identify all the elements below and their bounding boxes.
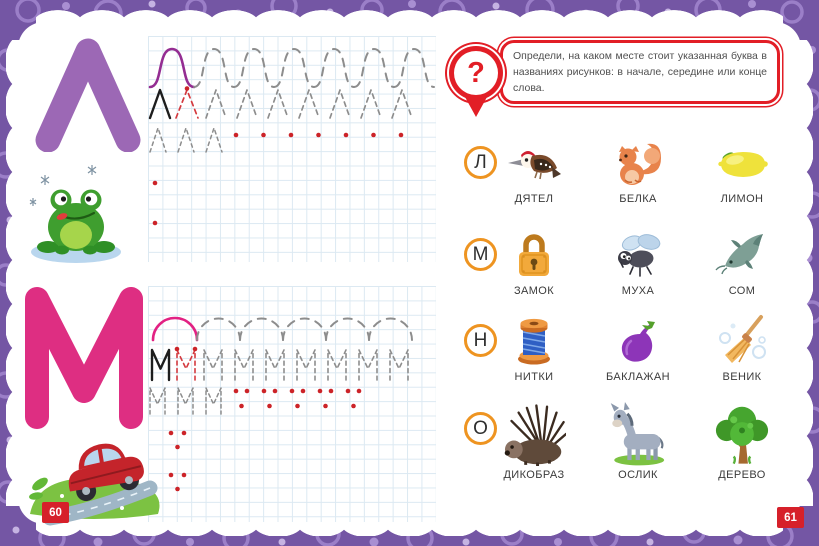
catfish-icon [715,228,769,282]
row-letter-badge [464,146,497,179]
picture-label: ЗАМОК [513,285,555,297]
picture [712,134,772,190]
picture-label: ДЕРЕВО [718,469,766,481]
picture-row-М [448,226,794,310]
picture-item-squirrel [586,134,690,205]
picture [712,312,772,368]
row-letter-badge [464,412,497,445]
woodpecker-icon [507,136,561,190]
tracing-letters-m [148,286,436,522]
tree-icon [710,402,774,466]
picture-item-donkey [586,400,690,481]
frog-image [26,164,126,268]
page-number-right: 61 [777,507,804,528]
picture [504,134,564,190]
book-spread [18,22,801,524]
picture-row-О [448,400,794,484]
picture [608,226,668,282]
picture-item-padlock [482,226,586,297]
picture-label: БАКЛАЖАН [606,371,670,383]
row-letter-badge [464,324,497,357]
question-mark-glyph: ? [454,51,498,95]
row-letter: Н [473,329,488,351]
picture-label: ДЯТЕЛ [514,193,554,205]
lemon-icon [715,136,769,190]
squirrel-icon [611,136,665,190]
picture-item-woodpecker [482,134,586,205]
picture-label: СОМ [728,285,756,297]
picture-label: ЛИМОН [720,193,764,205]
picture-label: МУХА [621,285,655,297]
row-items [482,312,794,383]
row-letter-badge [464,238,497,271]
broom-icon [715,314,769,368]
writing-grid-l [148,36,436,262]
picture-label: ОСЛИК [618,469,658,481]
instruction-text: Определи, на каком месте стоит указанная буква в названиях рисунков: в начале, середине или конце слова. [513,50,767,94]
picture-item-catfish [690,226,794,297]
writing-grid-m [148,286,436,522]
picture-label: ВЕНИК [722,371,762,383]
picture [608,134,668,190]
question-bubble-tail [465,97,487,117]
picture [504,312,564,368]
row-items [482,400,794,481]
picture-item-broom [690,312,794,383]
display-letter-m [22,284,146,430]
picture-label: НИТКИ [514,371,554,383]
picture-item-eggplant [586,312,690,383]
picture-row-Н [448,312,794,396]
picture-label: ДИКОБРАЗ [503,469,565,481]
picture [608,312,668,368]
display-letter-l-text [32,152,33,153]
picture [603,400,673,466]
question-mark-icon [449,46,503,100]
padlock-icon [507,228,561,282]
picture-label: БЕЛКА [619,193,657,205]
picture [499,400,569,466]
picture-item-fly [586,226,690,297]
display-letter-l [32,38,144,152]
row-items [482,134,794,205]
picture [504,226,564,282]
page-number-left: 60 [42,502,69,523]
row-letter: Л [474,151,487,173]
eggplant-icon [611,314,665,368]
display-letter-m-text [22,430,23,431]
instruction-box [500,40,780,104]
donkey-icon [606,402,670,466]
row-letter: М [472,243,489,265]
row-items [482,226,794,297]
picture [712,226,772,282]
porcupine-icon [502,402,566,466]
picture-item-thread-spool [482,312,586,383]
picture-item-tree [690,400,794,481]
picture [707,400,777,466]
picture-item-porcupine [482,400,586,481]
tracing-letters-l [148,36,436,262]
thread-spool-icon [507,314,561,368]
fly-icon [611,228,665,282]
picture-item-lemon [690,134,794,205]
picture-row-Л [448,134,794,218]
row-letter: О [473,417,488,439]
